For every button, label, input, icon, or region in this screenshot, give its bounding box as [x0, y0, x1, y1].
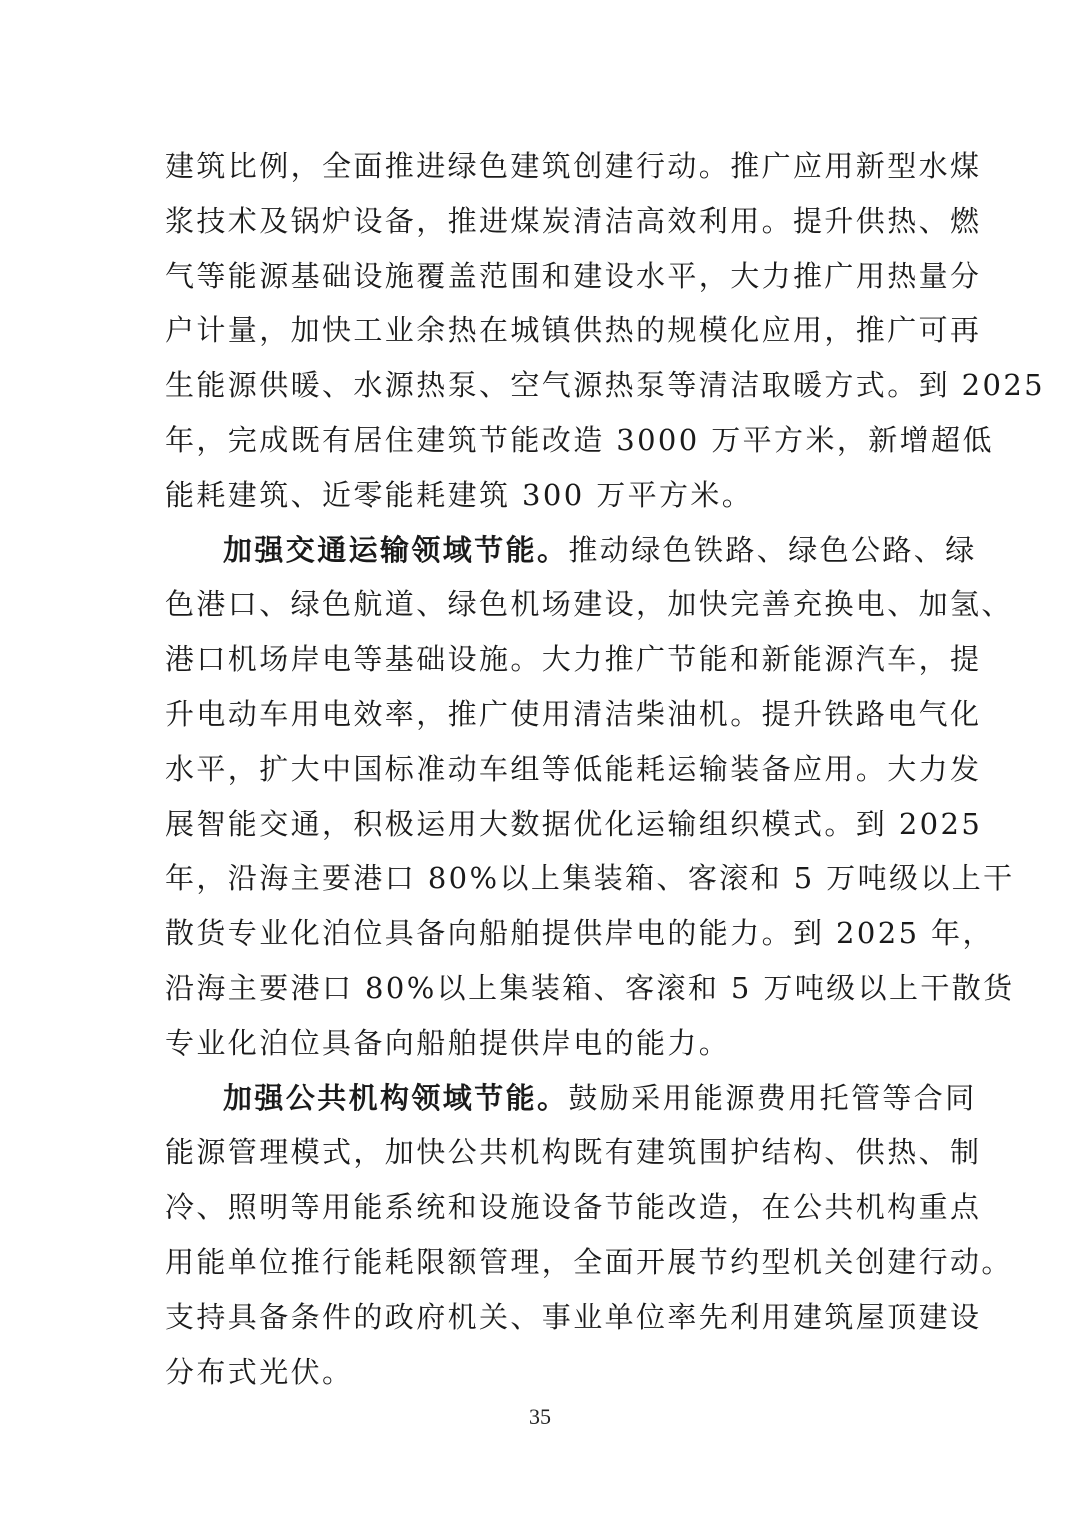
page-number: 35: [529, 1404, 551, 1429]
text-line: 冷、照明等用能系统和设施设备节能改造，在公共机构重点: [165, 1190, 982, 1225]
text-line: 建筑比例，全面推进绿色建筑创建行动。推广应用新型水煤: [165, 149, 982, 183]
text-line: 散货专业化泊位具备向船舶提供岸电的能力。到 2025 年，: [165, 916, 994, 951]
text-line: 展智能交通，积极运用大数据优化运输组织模式。到 2025: [165, 806, 983, 841]
text-run: 鼓励采用能源费用托管等合同: [568, 1080, 977, 1115]
paragraph-heading: 加强公共机构领域节能。: [223, 1080, 569, 1115]
text-line: 户计量，加快工业余热在城镇供热的规模化应用，推广可再: [165, 313, 982, 348]
paragraph-building-energy: [165, 139, 1046, 523]
text-line: 能源管理模式，加快公共机构既有建筑围护结构、供热、制: [165, 1135, 982, 1170]
paragraph-heading: 加强交通运输领域节能。: [223, 532, 569, 567]
text-run: 推动绿色铁路、绿色公路、绿: [568, 532, 977, 567]
text-line: 浆技术及锅炉设备，推进煤炭清洁高效利用。提升供热、燃: [165, 203, 982, 238]
text-line: 港口机场岸电等基础设施。大力推广节能和新能源汽车，提: [165, 642, 982, 677]
text-line: 生能源供暖、水源热泵、空气源热泵等清洁取暖方式。到 2025: [165, 368, 1046, 403]
text-line: 年，沿海主要港口 80%以上集装箱、客滚和 5 万吨级以上干: [165, 861, 1015, 896]
paragraph-transport-energy: [165, 523, 1015, 1071]
body-text: [165, 139, 1046, 1399]
text-line: 年，完成既有居住建筑节能改造 3000 万平方米，新增超低: [165, 422, 994, 457]
text-line: 沿海主要港口 80%以上集装箱、客滚和 5 万吨级以上干散货: [165, 970, 1015, 1005]
text-line: 升电动车用电效率，推广使用清洁柴油机。提升铁路电气化: [165, 696, 982, 731]
text-line: [165, 1071, 977, 1126]
text-line: 气等能源基础设施覆盖范围和建设水平，大力推广用热量分: [165, 258, 982, 293]
text-line: 能耗建筑、近零能耗建筑 300 万平方米。: [165, 477, 754, 512]
text-line: 专业化泊位具备向船舶提供岸电的能力。: [165, 1025, 731, 1060]
text-line: 分布式光伏。: [165, 1354, 354, 1389]
text-line: 用能单位推行能耗限额管理，全面开展节约型机关创建行动。: [165, 1244, 1013, 1279]
text-line: 水平，扩大中国标准动车组等低能耗运输装备应用。大力发: [165, 751, 982, 786]
text-line: [165, 523, 977, 578]
text-line: 支持具备条件的政府机关、事业单位率先利用建筑屋顶建设: [165, 1299, 982, 1334]
paragraph-public-institution-energy: [165, 1071, 1013, 1400]
text-line: 色港口、绿色航道、绿色机场建设，加快完善充换电、加氢、: [165, 587, 1013, 622]
